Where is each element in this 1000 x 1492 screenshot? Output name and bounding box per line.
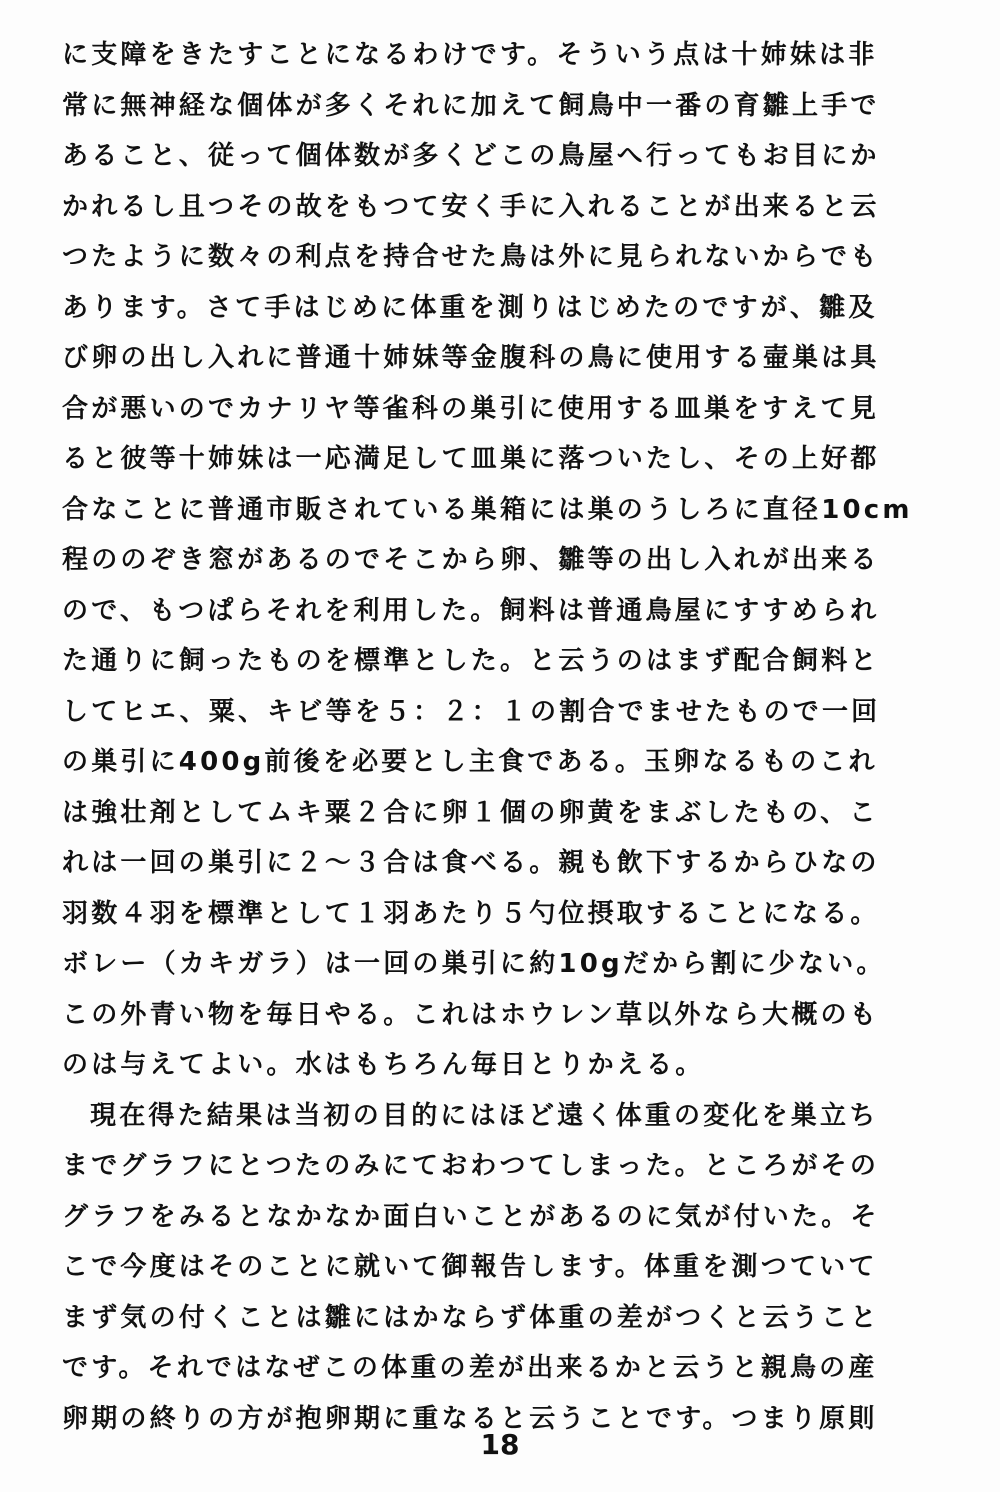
page-number: 18 bbox=[480, 1428, 520, 1461]
text-line: ボレー（カキガラ）は一回の巣引に約10gだから割に少ない。 bbox=[62, 949, 886, 979]
text-line: び卵の出し入れに普通十姉妹等金腹科の鳥に使用する壷巣は具 bbox=[62, 343, 880, 373]
text-line: 程ののぞき窓があるのでそこから卵、雛等の出し入れが出来る bbox=[62, 545, 880, 575]
text-line: まず気の付くことは雛にはかならず体重の差がつくと云うこと bbox=[62, 1302, 880, 1333]
text-line: かれるし且つその故をもつて安く手に入れることが出来ると云 bbox=[62, 191, 880, 222]
text-line: してヒエ、粟、キビ等を５：２：１の割合でませたもので一回 bbox=[62, 696, 881, 727]
text-line: 合なことに普通市販されている巣箱には巣のうしろに直径10cm bbox=[62, 494, 913, 525]
text-line: までグラフにとつたのみにておわつてしまった。ところがその bbox=[62, 1151, 880, 1181]
text-line: こで今度はそのことに就いて御報告します。体重を測つていて bbox=[62, 1252, 878, 1282]
text-line: 合が悪いのでカナリヤ等雀科の巣引に使用する皿巣をすえて見 bbox=[62, 393, 880, 424]
text-line: た通りに飼ったものを標準とした。と云うのはまず配合飼料と bbox=[62, 646, 880, 676]
text-line: に支障をきたすことになるわけです。そういう点は十姉妹は非 bbox=[62, 40, 878, 70]
text-line: 現在得た結果は当初の目的にはほど遠く体重の変化を巣立ち bbox=[90, 1100, 879, 1131]
text-line: つたように数々の利点を持合せた鳥は外に見られないからでも bbox=[62, 242, 880, 272]
text-line: は強壮剤としてムキ粟２合に卵１個の卵黄をまぶしたもの、こ bbox=[62, 797, 879, 828]
text-line: ると彼等十姉妹は一応満足して皿巣に落ついたし、その上好都 bbox=[62, 444, 880, 474]
text-line: ので、もつぱらそれを利用した。飼料は普通鳥屋にすすめられ bbox=[62, 595, 880, 626]
text-line: です。それではなぜこの体重の差が出来るかと云うと親鳥の産 bbox=[62, 1353, 878, 1383]
text-line: あること、従って個体数が多くどこの鳥屋へ行ってもお目にか bbox=[62, 141, 880, 171]
text-line: グラフをみるとなかなか面白いことがあるのに気が付いた。そ bbox=[62, 1201, 880, 1232]
text-line: 卵期の終りの方が抱卵期に重なると云うことです。つまり原則 bbox=[62, 1403, 878, 1434]
body-text bbox=[62, 30, 942, 1444]
text-line: 羽数４羽を標準として１羽あたり５勺位摂取することになる。 bbox=[62, 898, 880, 929]
text-line: の巣引に400g前後を必要とし主食である。玉卵なるものこれ bbox=[62, 747, 878, 777]
text-line: れは一回の巣引に２～３合は食べる。親も飲下するからひなの bbox=[62, 848, 880, 878]
text-line: のは与えてよい。水はもちろん毎日とりかえる。 bbox=[62, 1050, 705, 1080]
text-line: 常に無神経な個体が多くそれに加えて飼鳥中一番の育雛上手で bbox=[62, 90, 880, 121]
text-line: あります。さて手はじめに体重を測りはじめたのですが、雛及 bbox=[62, 292, 878, 323]
text-line: この外青い物を毎日やる。これはホウレン草以外なら大概のも bbox=[62, 999, 879, 1030]
